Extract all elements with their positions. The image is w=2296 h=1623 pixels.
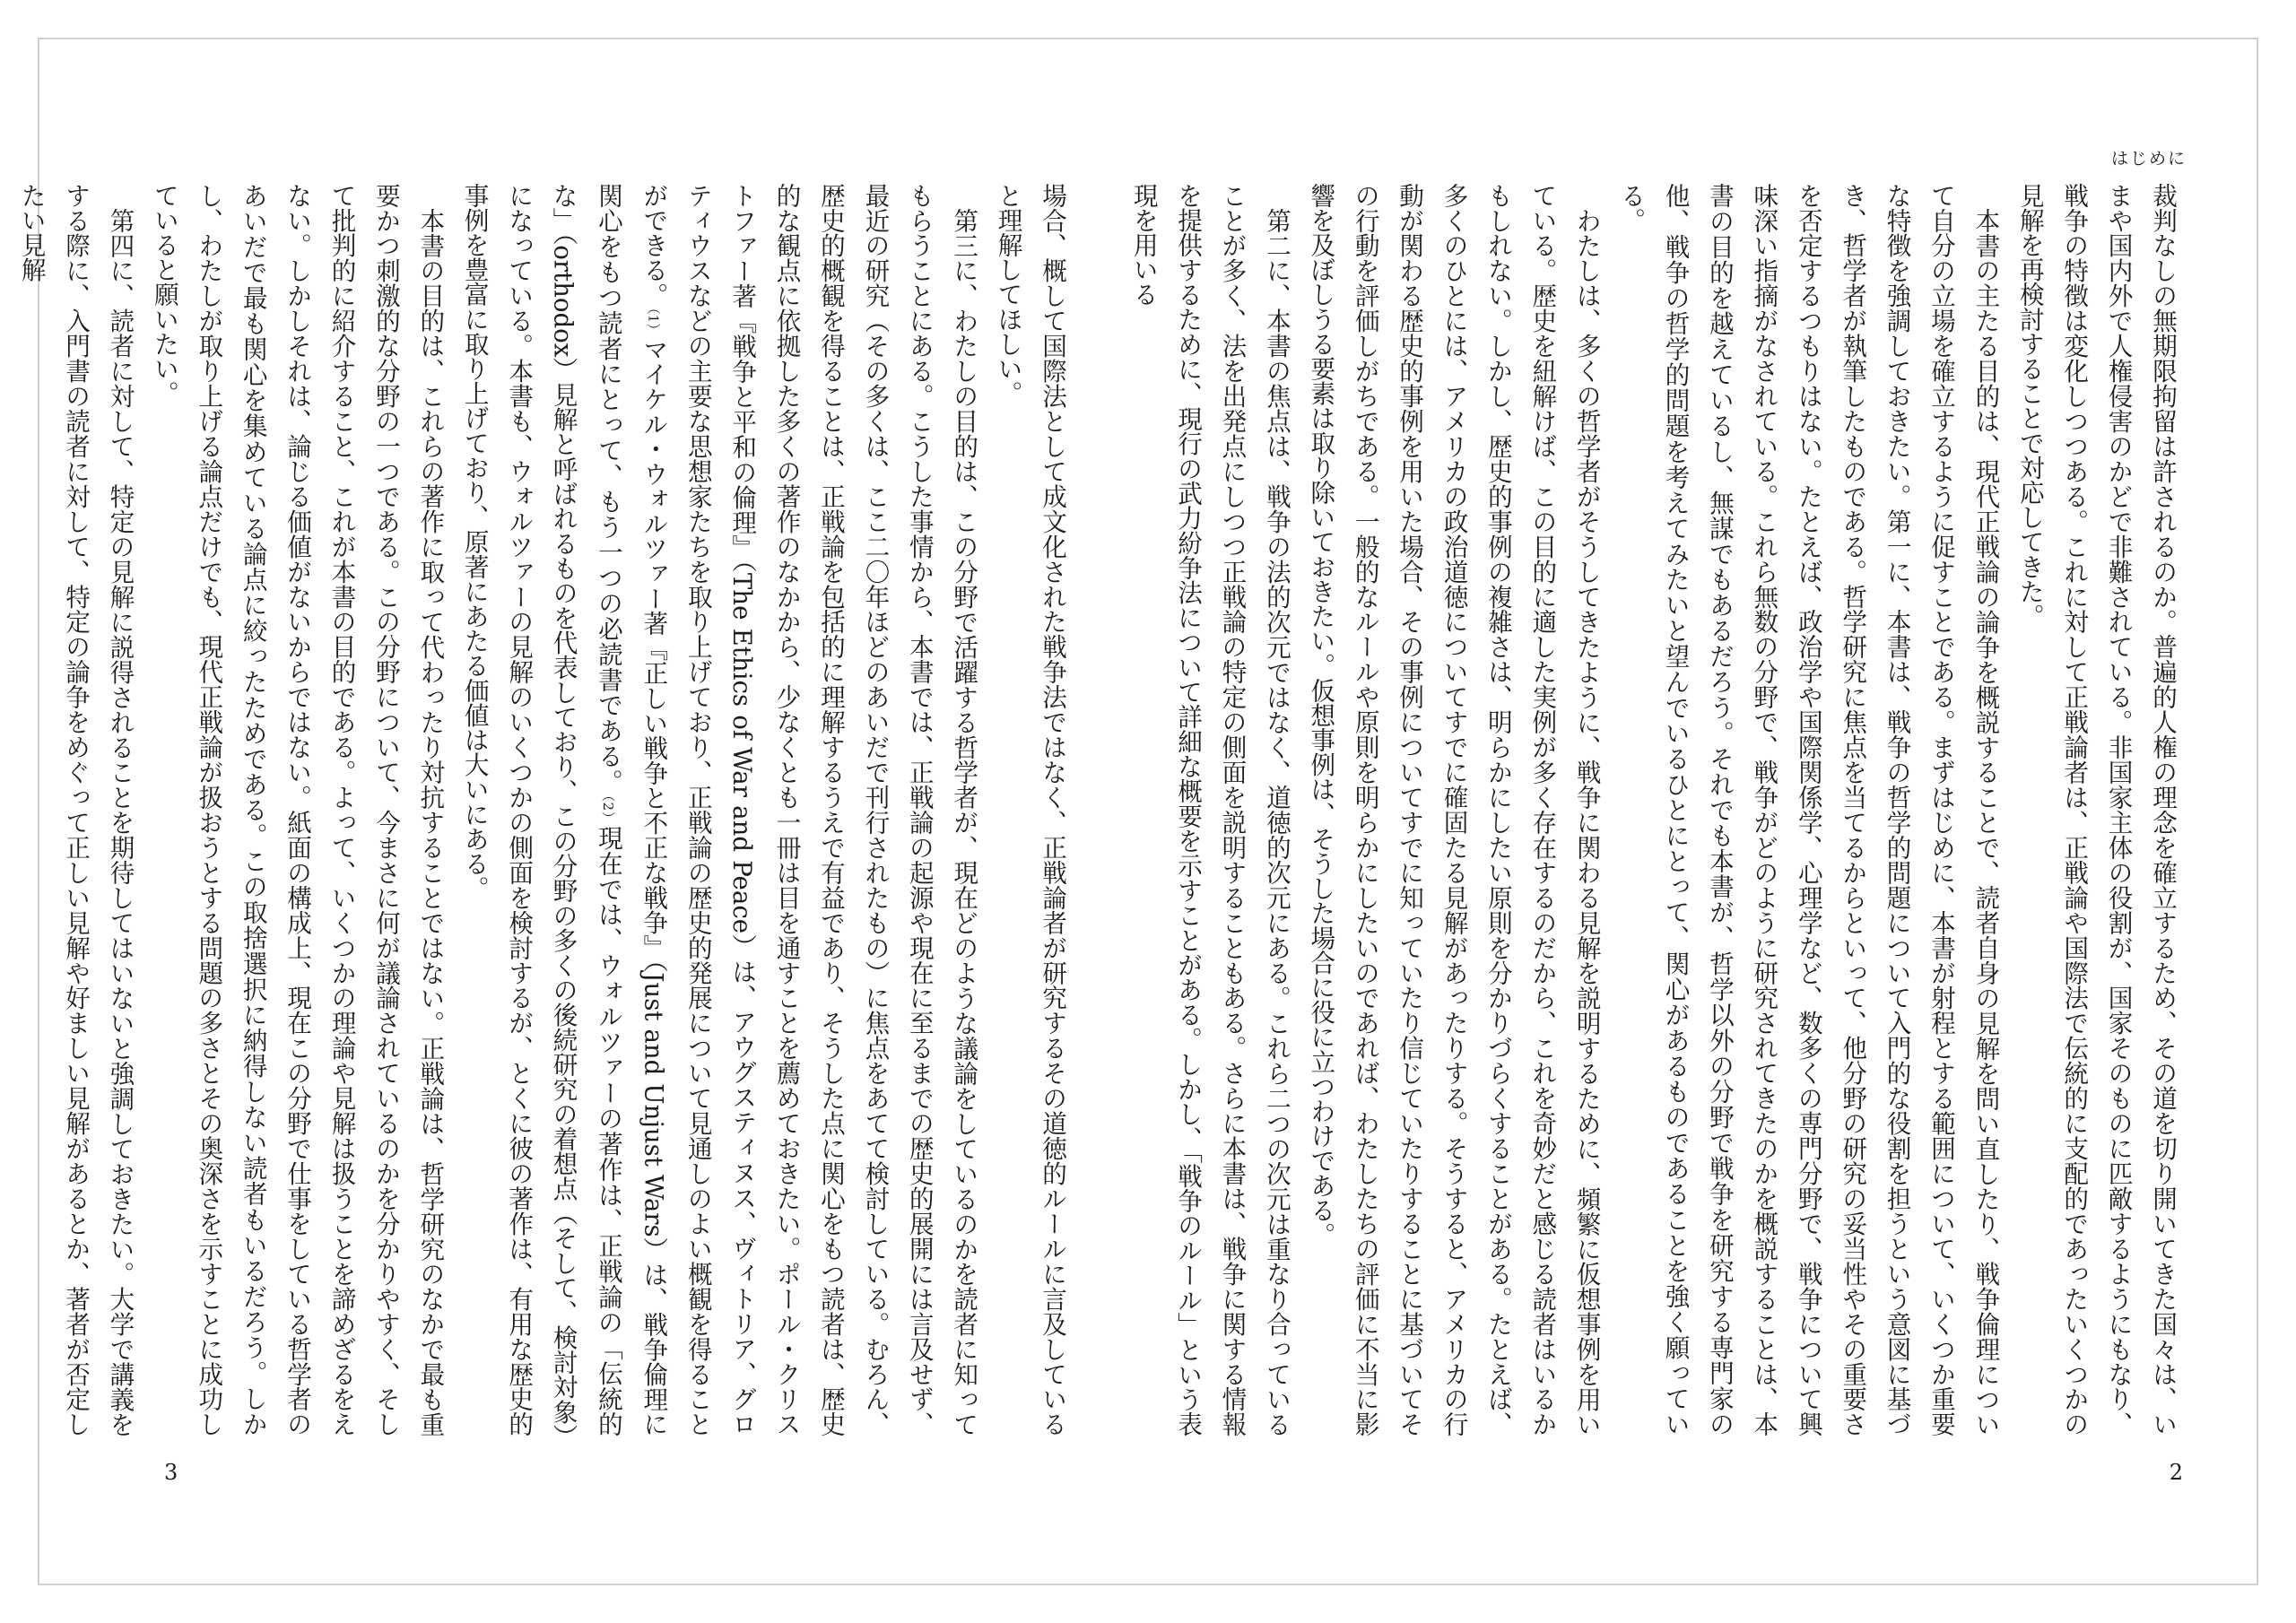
footnote-marker-1: （1） [645, 307, 662, 337]
left-paragraph-2-part-3: 現在では、ウォルツァーの著作は、正戦論の「伝統的な」（orthodox）見解と呼ばれるものを代表しており、この分野の多くの後続研究の着想点（そして、検討対象）になっている。本書も、ウォルツァーの見解のいくつかの側面を検討するが、とくに彼の著作は、有用な歴史的事例を豊富に取り上げており、原著にあたる価値は大いにある。 [459, 183, 623, 1436]
right-paragraph-2: 本書の主たる目的は、現代正戦論の論争を概説することで、読者自身の見解を問い直したり、戦争倫理について自分の立場を確立するように促すことである。まずはじめに、本書が射程とする範囲について、いくつか重要な特徴を強調しておきたい。第一に、本書は、戦争の哲学的問題について入門的な役割を担うという意図に基づき、哲学者が執筆したものである。哲学研究に焦点を当てるからといって、他分野の研究の妥当性やその重要さを否定するつもりはない。たとえば、政治学や国際関係学、心理学など、数多くの専門分野で、戦争について興味深い指摘がなされている。これら無数の分野で、戦争がどのように研究されてきたのかを概説することは、本書の目的を越えているし、無謀でもあるだろう。それでも本書が、哲学以外の分野で戦争を研究する専門家の他、戦争の哲学的問題を考えてみたいと望んでいるひとにとって、関心があるものであることを強く願っている。 [1616, 183, 2001, 1436]
right-page-body-text [1128, 183, 2185, 1436]
right-page [1128, 39, 2260, 1584]
left-paragraph-2-part-2: マイケル・ウォルツァー著『正しい戦争と不正な戦争』（Just and Unjust Wars）は、戦争倫理に関心をもつ読者にとって、もう一つの必読書である。 [593, 183, 669, 1436]
left-paragraph-4: 第四に、読者に対して、特定の見解に説得されることを期待してはいないと強調しておきたい。大学で講義をする際に、入門書の読者に対して、特定の論争をめぐって正しい見解や好ましい見解があるとか、著者が否定したい見解 [16, 183, 135, 1436]
right-page-number: 2 [2169, 1460, 2183, 1485]
running-head: はじめに [2110, 149, 2187, 169]
footnote-marker-2: （2） [599, 794, 616, 826]
left-paragraph-1: 場合、概して国際法として成文化された戦争法ではなく、正戦論者が研究するその道徳的ルールに言及していると理解してほしい。 [993, 183, 1067, 1436]
left-paragraph-2 [452, 183, 986, 1436]
right-paragraph-4: 第二に、本書の焦点は、戦争の法的次元ではなく、道徳的次元にある。これら二つの次元は重なり合っていることが多く、法を出発点にしつつ正戦論の特定の側面を説明することもある。さらに本書は、戦争に関する情報を提供するために、現行の武力紛争法について詳細な概要を示すことがある。しかし、「戦争のルール」という表現を用いる [1128, 183, 1292, 1436]
right-paragraph-1: 裁判なしの無期限拘留は許されるのか。普遍的人権の理念を確立するため、その道を切り開いてきた国々は、いまや国内外で人権侵害のかどで非難されている。非国家主体の役割が、国家そのものに匹敵するようにもなり、戦争の特徴は変化しつつある。これに対して正戦論者は、正戦論や国際法で伝統的に支配的であったいくつかの見解を再検討することで対応してきた。 [2014, 183, 2178, 1436]
left-paragraph-2-part-1: 第三に、わたしの目的は、この分野で活躍する哲学者が、現在どのような議論をしているのかを読者に知ってもらうことにある。こうした事情から、本書では、正戦論の起源や現在に至るまでの歴史的展開には言及せず、最近の研究（その多くは、ここ二〇年ほどのあいだで刊行されたもの）に焦点をあてて検討している。むろん、歴史的概観を得ることは、正戦論を包括的に理解するうえで有益であり、そうした点に関心をもつ読者は、歴史的な観点に依拠した多くの著作のなかから、少なくとも一冊は目を通すことを薦めておきたい。ポール・クリストファー著『戦争と平和の倫理』（The Ethics of War and Peace）は、アウグスティヌス、ヴィトリア、グロティウスなどの主要な思想家たちを取り上げており、正戦論の歴史的発展について見通しのよい概観を得ることができる。 [639, 183, 979, 1436]
left-page-number: 3 [164, 1460, 178, 1485]
left-page [16, 39, 1150, 1584]
left-paragraph-3: 本書の目的は、これらの著作に取って代わったり対抗することではない。正戦論は、哲学研究のなかで最も重要かつ刺激的な分野の一つである。この分野について、今まさに何が議論されているのかを分かりやすく、そして批判的に紹介すること、これが本書の目的である。よって、いくつかの理論や見解は扱うことを諦めざるをえない。しかしそれは、論じる価値がないからではない。紙面の構成上、現在この分野で仕事をしている哲学者のあいだで最も関心を集めている論点に絞ったためである。この取捨選択に納得しない読者もいるだろう。しかし、わたしが取り上げる論点だけでも、現代正戦論が扱おうとする問題の多さとその奥深さを示すことに成功していると願いたい。 [149, 183, 446, 1436]
left-page-body-text [16, 183, 1074, 1436]
right-paragraph-3: わたしは、多くの哲学者がそうしてきたように、戦争に関わる見解を説明するために、頻繁に仮想事例を用いている。歴史を紐解けば、この目的に適した実例が多く存在するのだから、これを奇妙だと感じる読者はいるかもしれない。しかし、歴史的事例の複雑さは、明らかにしたい原則を分かりづらくすることがある。たとえば、多くのひとには、アメリカの政治道徳についてすでに確固たる見解があったりする。そうすると、アメリカの行動が関わる歴史的事例を用いた場合、その事例についてすでに知っていたり信じていたりすることに基づいてその行動を評価しがちである。一般的なルールや原則を明らかにしたいのであれば、わたしたちの評価に不当に影響を及ぼしうる要素は取り除いておきたい。仮想事例は、そうした場合に役に立つわけである。 [1306, 183, 1602, 1436]
book-spread [16, 38, 2258, 1585]
